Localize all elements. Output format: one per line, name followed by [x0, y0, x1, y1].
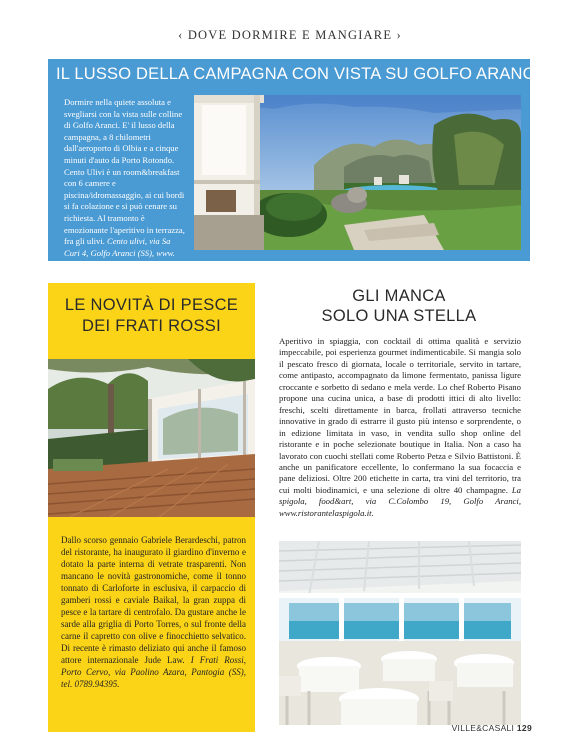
right-article-text: Aperitivo in spiaggia, con cocktail di ottima qualità e servizio impeccabile, poi esperienza gourmet indimenticabile. Si mangia solo il pescato fresco di giornata, locale o territoriale, servito in tartare, come antipasto, accompagnato da limone fermentato, panissa ligure croccante e sorbetto di sedano e mela verde. Lo chef Roberto Pisano propone una cucina unica, a base di prodotti ittici di alto livello: freschi, scelti direttamente in barca, frollati attraverso tecniche innovative in grado di estrarre il gusto più intenso e sorprendente, o in edizione limitata in vaso, in vendita sullo shop online del ristorante e in poche selezionate boutique in Italia. Non a caso ha lavorato con cuochi stellati come Roberto Petza e Silvio Battistoni. È anche un panificatore eccellente, lo confermano la sua focaccia e pane deliziosi. Oltre 200 etichette in carta, tra vini del territorio, tra cui molti biodinamici, e una selezione di oltre 40 champagne. — [279, 336, 521, 495]
left-article-address: I Frati Rossi, Porto Cervo, via Paolino Azara, Pantogia (SS), tel. 0789.94395. — [61, 655, 246, 689]
magazine-name: VILLE&CASALI — [451, 723, 515, 733]
right-article-heading-line1: GLI MANCA — [352, 287, 446, 305]
left-article-heading-line2: DEI FRATI ROSSI — [82, 317, 221, 335]
page-number: 129 — [516, 723, 532, 733]
right-article-body — [279, 336, 521, 519]
left-article-heading-line1: LE NOVITÀ DI PESCE — [64, 296, 239, 314]
right-article-heading-line2: SOLO UNA STELLA — [321, 307, 477, 325]
left-article-heading-box — [48, 283, 255, 359]
section-title: ‹ DOVE DORMIRE E MANGIARE › — [178, 28, 402, 42]
left-article-body — [61, 534, 246, 690]
restaurant-terrace-photo — [48, 359, 255, 518]
garden-pool-photo — [194, 95, 521, 250]
left-article-text: Dallo scorso gennaio Gabriele Berardeschi, patron del ristorante, ha inaugurato il giardino d'inverno e dotato la parte interna di vetrate trasparenti. Non mancano le novità gastronomiche, come il tonno tonnato di Carloforte in esclusiva, il carpaccio di gamberi rossi e caviale Baikal, la gran zuppa di pesce e la tartare di centrofalo. Da gustare anche le sarde alla griglia di Porto Torres, o sul fronte della carne il capretto con olive e finocchietto selvatico. Di recente è rimasto deliziato qui anche il famoso attore internazionale Jude Law. — [61, 535, 246, 665]
top-article-address: Cento ulivi, via Sa Curi 4, Golfo Aranci (SS), www. bbcentoulivi.it. — [64, 236, 175, 270]
left-article-body-box — [48, 517, 255, 732]
top-article-heading: IL LUSSO DELLA CAMPAGNA CON VISTA SU GOLFO ARANCI — [56, 65, 540, 83]
seaside-dining-room-photo — [279, 541, 521, 725]
top-article-text: Dormire nella quiete assoluta e svegliarsi con la vista sulle colline di Golfo Aranci. E' il lusso della campagna, a 8 chilometri dall'aeroporto di Olbia e a cinque minuti d'auto da Porto Rotondo. Cento Ulivi è un room&breakfast con 6 camere e piscina/idromassaggio, ai cui bordi si fa colazione e si può cenare su richiesta. Al tramonto è emozionante l'aperitivo in terrazza, fra gli ulivi. — [64, 97, 185, 247]
top-article-body — [64, 97, 188, 271]
right-article-address: La spigola, food&art, via C.Colombo 19, Golfo Aranci, www.ristorantelaspigola.it. — [279, 484, 521, 518]
page-folio — [452, 723, 532, 733]
